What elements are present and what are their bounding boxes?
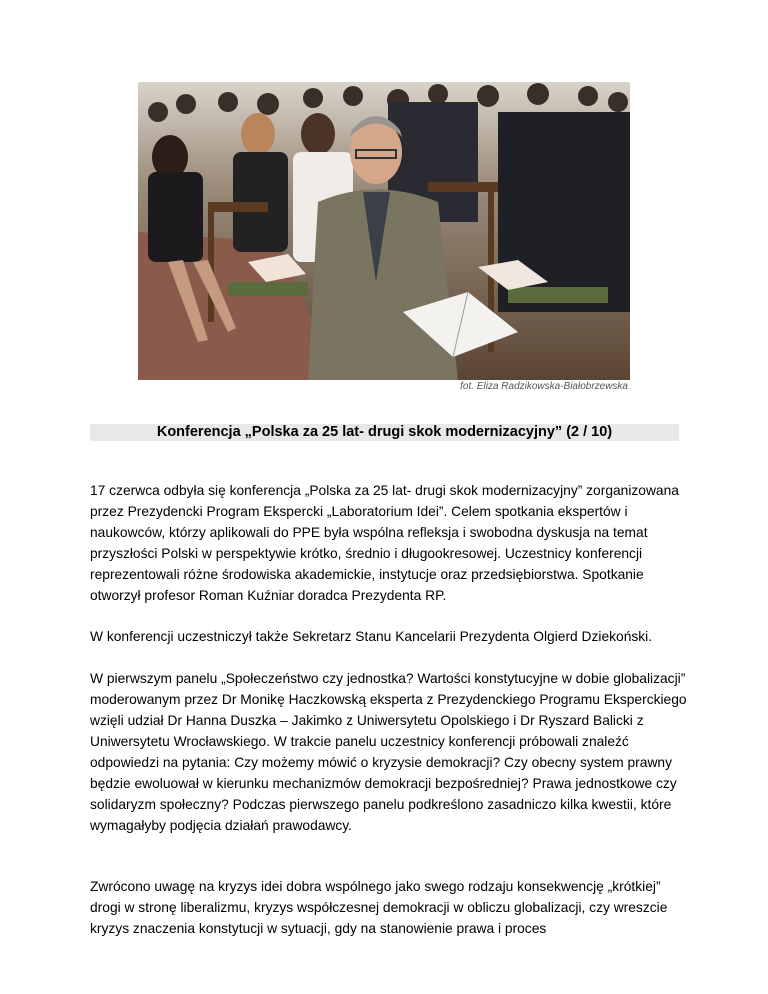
paragraph-3: W pierwszym panelu „Społeczeństwo czy jednostka? Wartości konstytucyjne w dobie globalizacji” moderowanym przez Dr Monikę Haczkowską eksperta z Prezydenckiego Programu Eksperckiego wzięli udział Dr Hanna Duszka – Jakimko z Uniwersytetu Opolskiego i Dr Ryszard Balicki z Uniwersytetu Wrocławskiego. W trakcie panelu uczestnicy konferencji próbowali znaleźć odpowiedzi na pytania: Czy możemy mówić o kryzysie demokracji? Czy obecny system prawny będzie ewoluował w kierunku mechanizmów demokracji bezpośredniej? Prawa jednostkowe czy solidaryzm społeczny? Podczas pierwszego panelu podkreślono zasadniczo kilka kwestii, które wymagałyby podjęcia działań prawodawcy. [90,671,687,833]
paragraph-1: 17 czerwca odbyła się konferencja „Polska za 25 lat- drugi skok modernizacyjny” zorganizowana przez Prezydencki Program Ekspercki „Laboratorium Idei”. Celem spotkania ekspertów i naukowców, którzy aplikowali do PPE była wspólna refleksja i swobodna dyskusja na temat przyszłości Polski w perspektywie krótko, średnio i długookresowej. Uczestnicy konferencji reprezentowali różne środowiska akademickie, instytucje oraz przedsiębiorstwa. Spotkanie otworzył profesor Roman Kuźniar doradca Prezydenta RP. [90,483,679,603]
photo-credit: fot. Eliza Radzikowska-Białobrzewska [460,381,628,392]
conference-audience-photo-icon [138,82,630,380]
conference-photo [138,82,630,380]
paragraph-2: W konferencji uczestniczył także Sekretarz Stanu Kancelarii Prezydenta Olgierd Dziekoński. [90,629,653,644]
paragraph-4: Zwrócono uwagę na kryzys idei dobra wspólnego jako swego rodzaju konsekwencję „krótkiej” drogi w stronę liberalizmu, kryzys współczesnej demokracji w obliczu globalizacji, czy wreszcie kryzys znaczenia konstytucji w sytuacji, gdy na stanowienie prawa i proces [90,879,668,936]
article-title: Konferencja „Polska za 25 lat- drugi skok modernizacyjny” (2 / 10) [156,424,613,440]
